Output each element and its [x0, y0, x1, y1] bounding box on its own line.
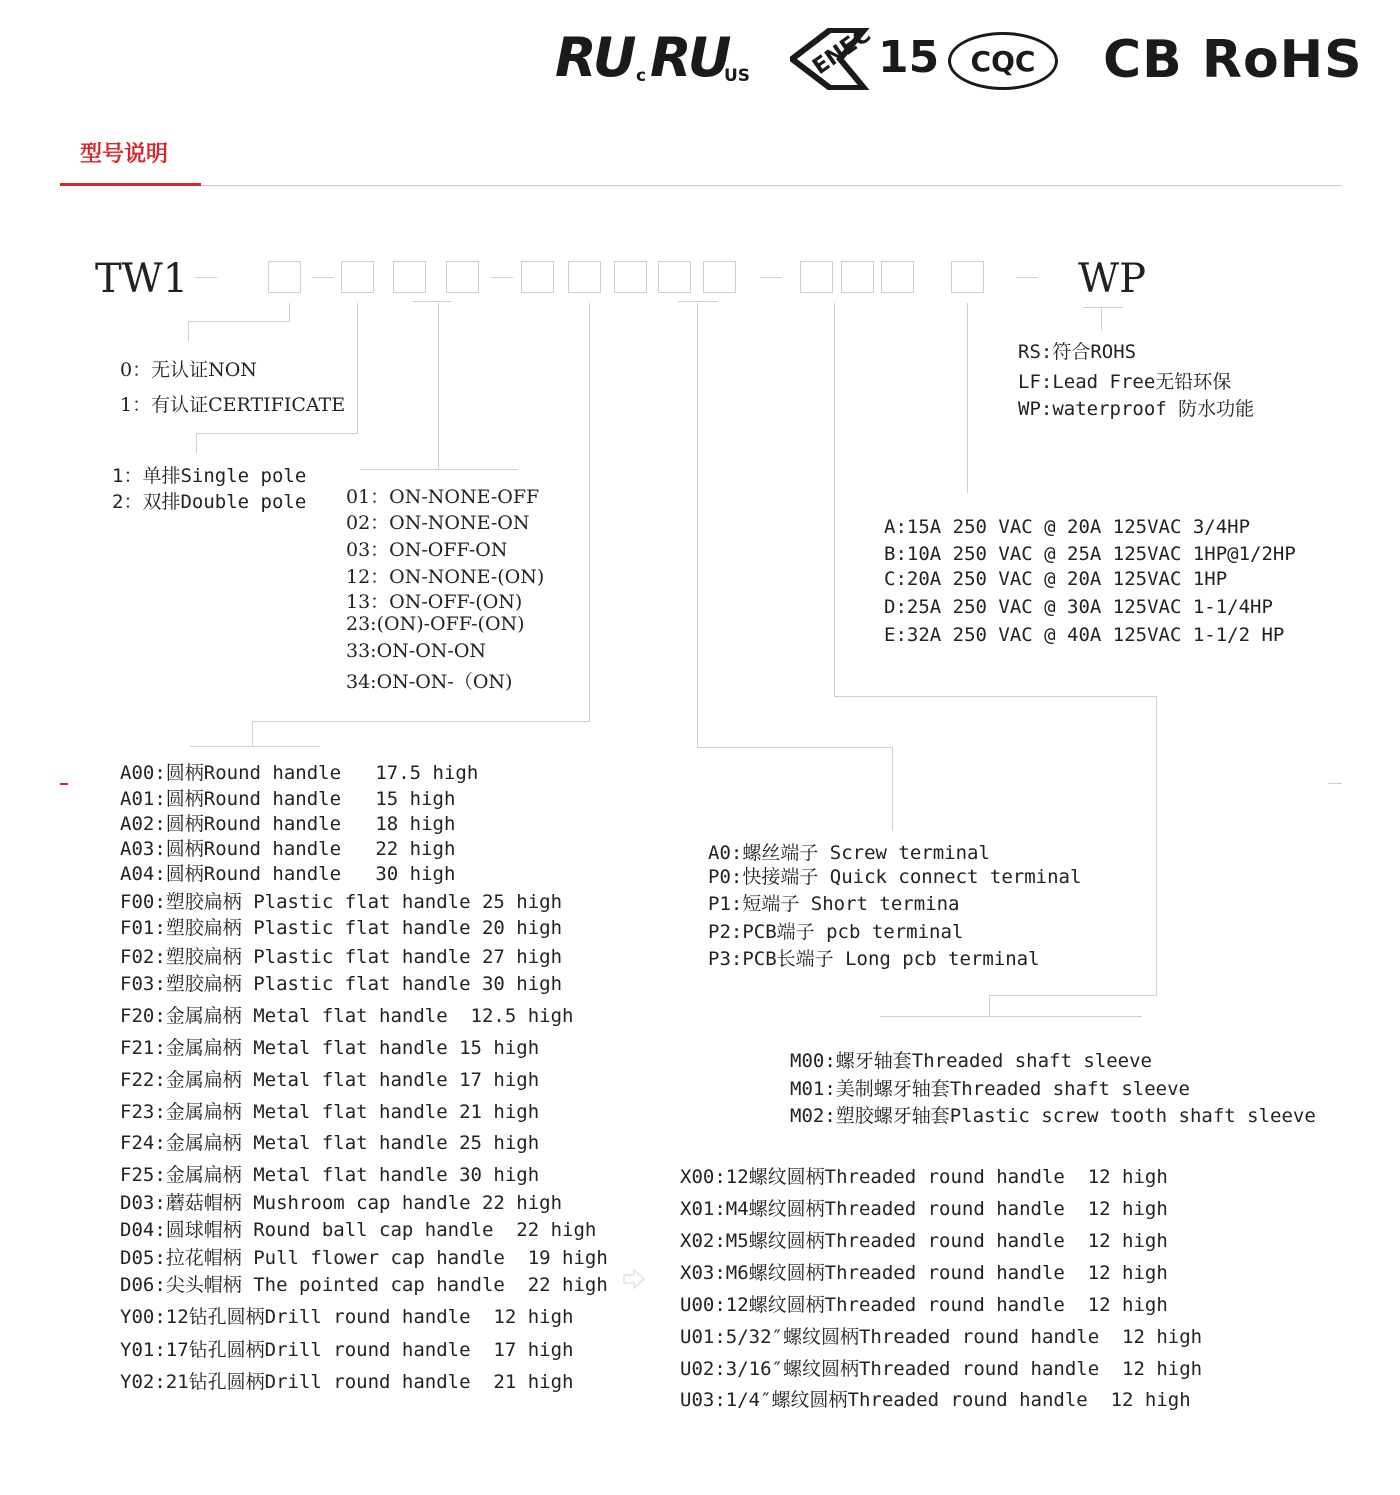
list-item: 12：ON-NONE-(ON)	[346, 566, 545, 588]
list-item: WP:waterproof 防水功能	[1018, 398, 1255, 420]
separator-dash	[1016, 277, 1038, 278]
side-mark	[60, 783, 68, 785]
list-item: P0:快接端子 Quick connect terminal	[708, 866, 1082, 888]
list-item: 23:(ON)-OFF-(ON)	[346, 613, 525, 635]
cul-c-label: c	[636, 66, 647, 86]
list-item: F00:塑胶扁柄 Plastic flat handle 25 high	[120, 891, 563, 913]
list-item: X02:M5螺纹圆柄Threaded round handle 12 high	[680, 1230, 1168, 1252]
list-item: P1:短端子 Short termina	[708, 893, 960, 915]
code-box-circuit-2	[446, 261, 479, 293]
list-item: X03:M6螺纹圆柄Threaded round handle 12 high	[680, 1262, 1168, 1284]
cb-rohs-logo: CB RoHS	[1103, 30, 1363, 90]
title-underline	[60, 183, 201, 186]
code-box-circuit-1	[393, 261, 426, 293]
connector-line	[412, 301, 452, 302]
connector-line	[834, 303, 835, 697]
list-item: F02:塑胶扁柄 Plastic flat handle 27 high	[120, 946, 563, 968]
connector-line	[892, 747, 893, 831]
connector-line	[989, 995, 1157, 996]
list-item: M02:塑胶螺牙轴套Plastic screw tooth shaft sleeve	[790, 1105, 1316, 1127]
list-item: X01:M4螺纹圆柄Threaded round handle 12 high	[680, 1198, 1168, 1220]
list-item: LF:Lead Free无铅环保	[1018, 371, 1232, 393]
list-item: A:15A 250 VAC @ 20A 125VAC 3/4HP	[884, 516, 1251, 538]
code-box-handle-2	[568, 261, 601, 293]
connector-line	[880, 1016, 1142, 1017]
enec-text: ENEC	[808, 28, 876, 80]
side-mark	[1328, 783, 1342, 784]
list-item: M00:螺牙轴套Threaded shaft sleeve	[790, 1050, 1152, 1072]
list-item: X00:12螺纹圆柄Threaded round handle 12 high	[680, 1166, 1168, 1188]
list-item: F23:金属扁柄 Metal flat handle 21 high	[120, 1101, 540, 1123]
list-item: B:10A 250 VAC @ 25A 125VAC 1HP@1/2HP	[884, 543, 1296, 565]
list-item: U02:3/16″螺纹圆柄Threaded round handle 12 high	[680, 1358, 1203, 1380]
list-item: 01：ON-NONE-OFF	[346, 486, 540, 508]
list-item: 1：有认证CERTIFICATE	[120, 394, 346, 416]
code-box-pole	[341, 261, 374, 293]
list-item: A00:圆柄Round handle 17.5 high	[120, 762, 479, 784]
connector-line	[697, 747, 893, 748]
list-item: 33:ON-ON-ON	[346, 640, 487, 662]
list-item: F22:金属扁柄 Metal flat handle 17 high	[120, 1069, 540, 1091]
connector-line	[188, 321, 189, 341]
list-item: F24:金属扁柄 Metal flat handle 25 high	[120, 1132, 540, 1154]
code-box-sleeve-2	[841, 261, 874, 293]
connector-line	[1083, 307, 1123, 308]
separator-dash	[491, 277, 513, 278]
list-item: A04:圆柄Round handle 30 high	[120, 863, 456, 885]
code-box-certificate	[268, 261, 301, 293]
separator-dash	[760, 277, 782, 278]
list-item: 03：ON-OFF-ON	[346, 539, 508, 561]
connector-line	[989, 995, 990, 1017]
connector-line	[697, 303, 698, 747]
enec-logo	[790, 28, 890, 90]
list-item: A0:螺丝端子 Screw terminal	[708, 842, 990, 864]
list-item: Y00:12钻孔圆柄Drill round handle 12 high	[120, 1306, 574, 1328]
list-item: F25:金属扁柄 Metal flat handle 30 high	[120, 1164, 540, 1186]
list-item: P3:PCB长端子 Long pcb terminal	[708, 948, 1040, 970]
cqc-logo	[948, 32, 1058, 90]
code-box-handle-1	[521, 261, 554, 293]
title-divider	[60, 185, 1342, 186]
code-box-handle-3	[614, 261, 647, 293]
list-item: F20:金属扁柄 Metal flat handle 12.5 high	[120, 1005, 574, 1027]
ul-logo: RU	[555, 26, 633, 89]
connector-line	[360, 469, 518, 470]
list-item: D03:蘑菇帽柄 Mushroom cap handle 22 high	[120, 1192, 563, 1214]
list-item: U03:1/4″螺纹圆柄Threaded round handle 12 high	[680, 1389, 1191, 1411]
code-box-rating	[951, 261, 984, 293]
code-box-sleeve-1	[800, 261, 833, 293]
connector-line	[1101, 307, 1102, 331]
list-item: Y01:17钻孔圆柄Drill round handle 17 high	[120, 1339, 574, 1361]
list-item: RS:符合ROHS	[1018, 341, 1137, 363]
connector-line	[188, 321, 290, 322]
list-item: C:20A 250 VAC @ 20A 125VAC 1HP	[884, 568, 1228, 590]
model-prefix: TW1	[95, 256, 189, 302]
connector-line	[834, 696, 1157, 697]
connector-line	[289, 303, 290, 321]
connector-line	[967, 303, 968, 493]
list-item: 34:ON-ON-（ON)	[346, 671, 513, 693]
enec-diamond-icon	[790, 28, 890, 90]
list-item: D05:拉花帽柄 Pull flower cap handle 19 high	[120, 1247, 608, 1269]
connector-line	[589, 303, 590, 721]
list-item: D:25A 250 VAC @ 30A 125VAC 1-1/4HP	[884, 596, 1273, 618]
list-item: P2:PCB端子 pcb terminal	[708, 921, 964, 943]
code-box-terminal-2	[703, 261, 736, 293]
list-item: D06:尖头帽柄 The pointed cap handle 22 high	[120, 1274, 608, 1296]
connector-line	[252, 721, 253, 747]
list-item: F01:塑胶扁柄 Plastic flat handle 20 high	[120, 917, 563, 939]
list-item: F21:金属扁柄 Metal flat handle 15 high	[120, 1037, 540, 1059]
list-item: A03:圆柄Round handle 22 high	[120, 838, 456, 860]
cul-us-label: US	[724, 66, 751, 86]
list-item: 02：ON-NONE-ON	[346, 512, 530, 534]
connector-line	[1156, 696, 1157, 996]
separator-dash	[195, 277, 217, 278]
list-item: A01:圆柄Round handle 15 high	[120, 788, 456, 810]
arrow-right-icon	[622, 1268, 646, 1290]
code-box-sleeve-3	[881, 261, 914, 293]
section-title: 型号说明	[80, 142, 169, 167]
connector-line	[357, 303, 358, 433]
list-item: 13：ON-OFF-(ON)	[346, 591, 523, 613]
enec-number: 15	[878, 32, 940, 83]
connector-line	[190, 746, 320, 747]
cul-logo: RU	[650, 26, 728, 89]
list-item: 2：双排Double pole	[112, 491, 307, 513]
code-box-terminal-1	[658, 261, 691, 293]
connector-line	[196, 433, 197, 453]
list-item: M01:美制螺牙轴套Threaded shaft sleeve	[790, 1078, 1190, 1100]
list-item: A02:圆柄Round handle 18 high	[120, 813, 456, 835]
list-item: Y02:21钻孔圆柄Drill round handle 21 high	[120, 1371, 574, 1393]
list-item: U01:5/32″螺纹圆柄Threaded round handle 12 high	[680, 1326, 1203, 1348]
list-item: U00:12螺纹圆柄Threaded round handle 12 high	[680, 1294, 1168, 1316]
list-item: 1：单排Single pole	[112, 465, 307, 487]
connector-line	[196, 433, 358, 434]
connector-line	[438, 303, 439, 469]
model-suffix: WP	[1078, 256, 1147, 302]
list-item: E:32A 250 VAC @ 40A 125VAC 1-1/2 HP	[884, 624, 1285, 646]
connector-line	[252, 721, 590, 722]
list-item: F03:塑胶扁柄 Plastic flat handle 30 high	[120, 973, 563, 995]
list-item: D04:圆球帽柄 Round ball cap handle 22 high	[120, 1219, 597, 1241]
connector-line	[678, 301, 718, 302]
cqc-text: CQC	[970, 44, 1036, 78]
separator-dash	[312, 277, 334, 278]
list-item: 0：无认证NON	[120, 359, 257, 381]
